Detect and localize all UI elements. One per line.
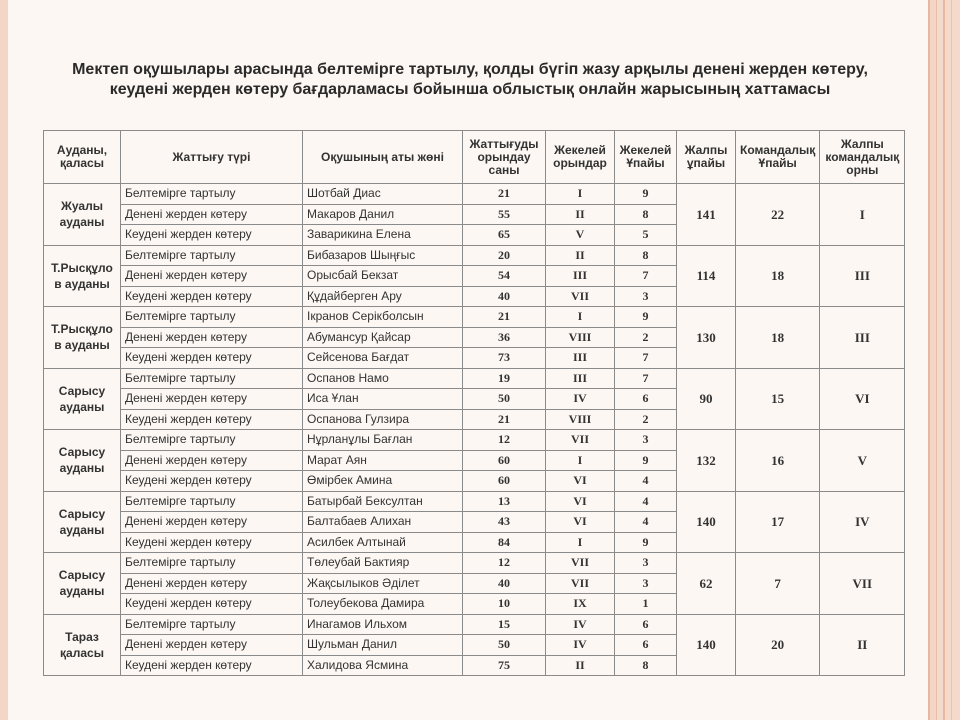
count-cell: 10 (463, 594, 546, 615)
individual-rank-cell: I (546, 307, 615, 328)
individual-points-cell: 6 (615, 635, 677, 656)
exercise-cell: Денені жерден көтеру (121, 266, 303, 287)
individual-rank-cell: VI (546, 491, 615, 512)
individual-rank-cell: VII (546, 573, 615, 594)
exercise-cell: Белтемірге тартылу (121, 245, 303, 266)
count-cell: 21 (463, 184, 546, 205)
student-name-cell: Марат Аян (303, 450, 463, 471)
header-team-points: Командалық Ұпайы (736, 131, 820, 184)
exercise-cell: Белтемірге тартылу (121, 491, 303, 512)
exercise-cell: Кеудені жерден көтеру (121, 409, 303, 430)
individual-rank-cell: V (546, 225, 615, 246)
student-name-cell: Макаров Данил (303, 204, 463, 225)
student-name-cell: Шотбай Диас (303, 184, 463, 205)
student-name-cell: Асилбек Алтынай (303, 532, 463, 553)
table-row (44, 368, 905, 389)
border-line (951, 0, 952, 720)
student-name-cell: Заварикина Елена (303, 225, 463, 246)
team-points-cell: 18 (736, 245, 820, 307)
region-cell: Сарысу ауданы (44, 491, 121, 553)
team-place-cell: VII (820, 553, 905, 615)
results-table (43, 130, 905, 676)
count-cell: 19 (463, 368, 546, 389)
individual-rank-cell: VIII (546, 409, 615, 430)
exercise-cell: Кеудені жерден көтеру (121, 225, 303, 246)
count-cell: 50 (463, 389, 546, 410)
exercise-cell: Кеудені жерден көтеру (121, 348, 303, 369)
team-place-cell: IV (820, 491, 905, 553)
total-points-cell: 140 (677, 491, 736, 553)
individual-points-cell: 6 (615, 389, 677, 410)
individual-rank-cell: IV (546, 635, 615, 656)
region-cell: Т.Рысқұло в ауданы (44, 245, 121, 307)
individual-points-cell: 8 (615, 204, 677, 225)
region-cell: Сарысу ауданы (44, 430, 121, 492)
header-individual-rank: Жекелей орындар (546, 131, 615, 184)
student-name-cell: Өмірбек Амина (303, 471, 463, 492)
individual-points-cell: 4 (615, 491, 677, 512)
individual-rank-cell: VI (546, 471, 615, 492)
total-points-cell: 62 (677, 553, 736, 615)
total-points-cell: 141 (677, 184, 736, 246)
student-name-cell: Иса Ұлан (303, 389, 463, 410)
individual-rank-cell: II (546, 204, 615, 225)
individual-rank-cell: III (546, 368, 615, 389)
header-team-place: Жалпы командалық орны (820, 131, 905, 184)
team-points-cell: 20 (736, 614, 820, 676)
count-cell: 12 (463, 553, 546, 574)
count-cell: 55 (463, 204, 546, 225)
student-name-cell: Оспанов Намо (303, 368, 463, 389)
title-line-2: кеудені жерден көтеру бағдарламасы бойынша облыстық онлайн жарысының хаттамасы (109, 81, 831, 98)
title-line-1: Мектеп оқушылары арасында белтемірге тартылу, қолды бүгіп жазу арқылы денені жерден көтеру, (72, 61, 868, 78)
individual-rank-cell: VI (546, 512, 615, 533)
team-points-cell: 18 (736, 307, 820, 369)
count-cell: 40 (463, 286, 546, 307)
individual-rank-cell: I (546, 532, 615, 553)
count-cell: 65 (463, 225, 546, 246)
exercise-cell: Кеудені жерден көтеру (121, 594, 303, 615)
individual-rank-cell: III (546, 266, 615, 287)
individual-points-cell: 9 (615, 532, 677, 553)
count-cell: 20 (463, 245, 546, 266)
exercise-cell: Белтемірге тартылу (121, 614, 303, 635)
exercise-cell: Белтемірге тартылу (121, 430, 303, 451)
team-points-cell: 22 (736, 184, 820, 246)
count-cell: 21 (463, 409, 546, 430)
region-cell: Сарысу ауданы (44, 553, 121, 615)
table-row (44, 614, 905, 635)
region-cell: Сарысу ауданы (44, 368, 121, 430)
header-student-name: Оқушының аты жөні (303, 131, 463, 184)
table-row (44, 184, 905, 205)
count-cell: 43 (463, 512, 546, 533)
individual-points-cell: 3 (615, 553, 677, 574)
individual-rank-cell: II (546, 655, 615, 676)
individual-points-cell: 3 (615, 573, 677, 594)
student-name-cell: Ікранов Серікболсын (303, 307, 463, 328)
individual-rank-cell: VII (546, 430, 615, 451)
total-points-cell: 90 (677, 368, 736, 430)
table-row (44, 307, 905, 328)
team-place-cell: V (820, 430, 905, 492)
exercise-cell: Денені жерден көтеру (121, 635, 303, 656)
student-name-cell: Бибазаров Шыңғыс (303, 245, 463, 266)
student-name-cell: Толеубекова Дамира (303, 594, 463, 615)
individual-points-cell: 9 (615, 307, 677, 328)
individual-points-cell: 4 (615, 512, 677, 533)
individual-rank-cell: VIII (546, 327, 615, 348)
count-cell: 75 (463, 655, 546, 676)
team-place-cell: III (820, 307, 905, 369)
team-place-cell: III (820, 245, 905, 307)
count-cell: 15 (463, 614, 546, 635)
individual-rank-cell: I (546, 450, 615, 471)
total-points-cell: 130 (677, 307, 736, 369)
student-name-cell: Нұрланұлы Бағлан (303, 430, 463, 451)
student-name-cell: Орысбай Бекзат (303, 266, 463, 287)
table-row (44, 245, 905, 266)
individual-points-cell: 2 (615, 327, 677, 348)
individual-rank-cell: I (546, 184, 615, 205)
student-name-cell: Инагамов Ильхом (303, 614, 463, 635)
count-cell: 40 (463, 573, 546, 594)
exercise-cell: Белтемірге тартылу (121, 307, 303, 328)
individual-points-cell: 2 (615, 409, 677, 430)
count-cell: 21 (463, 307, 546, 328)
exercise-cell: Кеудені жерден көтеру (121, 286, 303, 307)
individual-points-cell: 5 (615, 225, 677, 246)
student-name-cell: Сейсенова Бағдат (303, 348, 463, 369)
student-name-cell: Жақсылыков Әділет (303, 573, 463, 594)
region-cell: Тараз қаласы (44, 614, 121, 676)
header-region: Ауданы, қаласы (44, 131, 121, 184)
team-points-cell: 7 (736, 553, 820, 615)
exercise-cell: Кеудені жерден көтеру (121, 471, 303, 492)
header-individual-points: Жекелей Ұпайы (615, 131, 677, 184)
exercise-cell: Денені жерден көтеру (121, 573, 303, 594)
header-total-points: Жалпы ұпайы (677, 131, 736, 184)
student-name-cell: Құдайберген Ару (303, 286, 463, 307)
slide-border-decoration (936, 0, 960, 720)
individual-points-cell: 8 (615, 245, 677, 266)
team-points-cell: 16 (736, 430, 820, 492)
team-place-cell: I (820, 184, 905, 246)
table-row (44, 491, 905, 512)
exercise-cell: Кеудені жерден көтеру (121, 655, 303, 676)
region-cell: Т.Рысқұло в ауданы (44, 307, 121, 369)
individual-rank-cell: IV (546, 614, 615, 635)
team-place-cell: VI (820, 368, 905, 430)
table-body (44, 184, 905, 676)
exercise-cell: Белтемірге тартылу (121, 368, 303, 389)
header-exercise: Жаттығу түрі (121, 131, 303, 184)
table-row (44, 430, 905, 451)
student-name-cell: Балтабаев Алихан (303, 512, 463, 533)
count-cell: 84 (463, 532, 546, 553)
student-name-cell: Оспанова Гулзира (303, 409, 463, 430)
team-points-cell: 15 (736, 368, 820, 430)
border-line (943, 0, 945, 720)
count-cell: 73 (463, 348, 546, 369)
document-title (60, 60, 880, 100)
individual-rank-cell: IV (546, 389, 615, 410)
exercise-cell: Денені жерден көтеру (121, 327, 303, 348)
exercise-cell: Денені жерден көтеру (121, 512, 303, 533)
individual-points-cell: 7 (615, 368, 677, 389)
header-count: Жаттығуды орындау саны (463, 131, 546, 184)
individual-rank-cell: III (546, 348, 615, 369)
student-name-cell: Төлеубай Бактияр (303, 553, 463, 574)
table-row (44, 553, 905, 574)
count-cell: 50 (463, 635, 546, 656)
count-cell: 54 (463, 266, 546, 287)
individual-points-cell: 3 (615, 286, 677, 307)
individual-points-cell: 1 (615, 594, 677, 615)
exercise-cell: Денені жерден көтеру (121, 389, 303, 410)
count-cell: 13 (463, 491, 546, 512)
region-cell: Жуалы ауданы (44, 184, 121, 246)
count-cell: 12 (463, 430, 546, 451)
individual-points-cell: 9 (615, 450, 677, 471)
individual-points-cell: 8 (615, 655, 677, 676)
total-points-cell: 132 (677, 430, 736, 492)
student-name-cell: Халидова Ясмина (303, 655, 463, 676)
total-points-cell: 140 (677, 614, 736, 676)
table-header-row (44, 131, 905, 184)
exercise-cell: Денені жерден көтеру (121, 450, 303, 471)
total-points-cell: 114 (677, 245, 736, 307)
individual-points-cell: 6 (615, 614, 677, 635)
individual-points-cell: 9 (615, 184, 677, 205)
count-cell: 60 (463, 471, 546, 492)
individual-points-cell: 4 (615, 471, 677, 492)
exercise-cell: Белтемірге тартылу (121, 553, 303, 574)
exercise-cell: Кеудені жерден көтеру (121, 532, 303, 553)
count-cell: 36 (463, 327, 546, 348)
count-cell: 60 (463, 450, 546, 471)
individual-rank-cell: VII (546, 286, 615, 307)
individual-rank-cell: II (546, 245, 615, 266)
team-place-cell: II (820, 614, 905, 676)
student-name-cell: Батырбай Бексултан (303, 491, 463, 512)
team-points-cell: 17 (736, 491, 820, 553)
individual-points-cell: 7 (615, 348, 677, 369)
individual-rank-cell: IX (546, 594, 615, 615)
student-name-cell: Абумансур Қайсар (303, 327, 463, 348)
student-name-cell: Шульман Данил (303, 635, 463, 656)
individual-rank-cell: VII (546, 553, 615, 574)
exercise-cell: Белтемірге тартылу (121, 184, 303, 205)
individual-points-cell: 3 (615, 430, 677, 451)
exercise-cell: Денені жерден көтеру (121, 204, 303, 225)
individual-points-cell: 7 (615, 266, 677, 287)
